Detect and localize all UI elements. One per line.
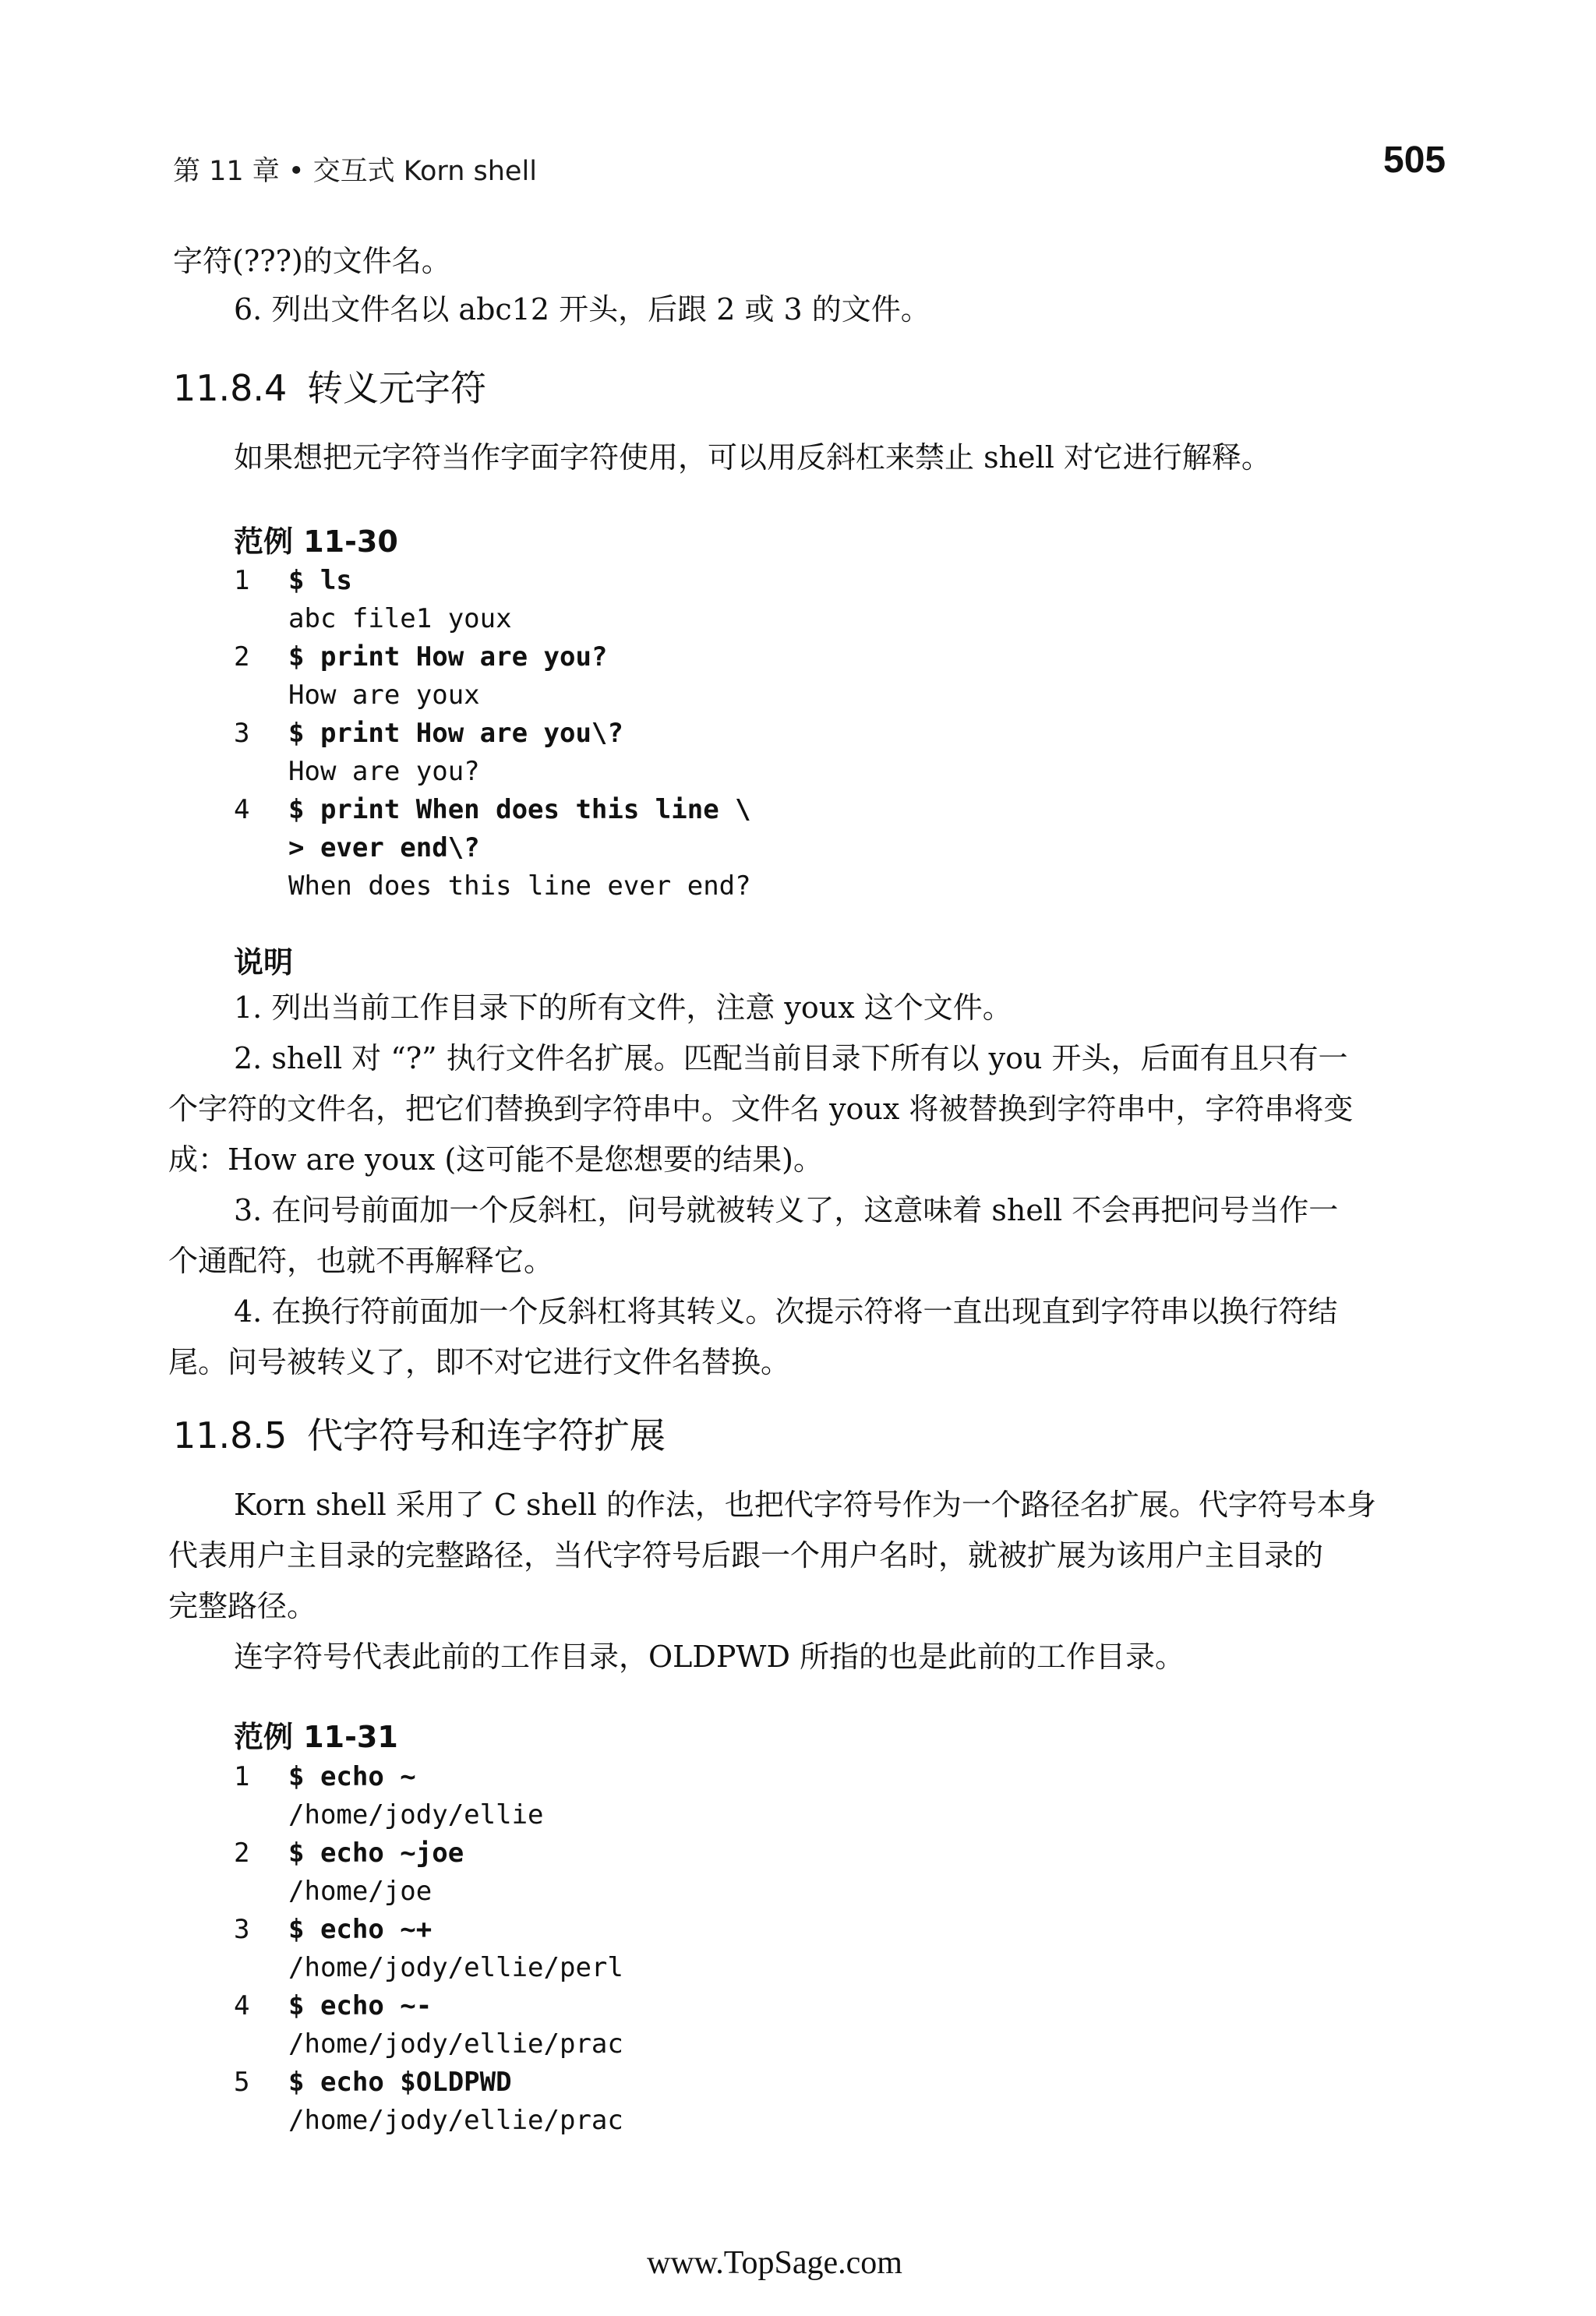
command-text: $ echo ~- [288,1990,433,2021]
note-line: 成：How are youx (这可能不是您想要的结果)。 [168,1142,823,1177]
command-text: $ print How are you\? [288,718,623,749]
command-text: $ print When does this line \ [288,794,751,825]
section-paragraph: 完整路径。 [168,1589,317,1623]
footer-url: www.TopSage.com [647,2245,902,2281]
note-line: 4. 在换行符前面加一个反斜杠将其转义。次提示符将一直出现直到字符串以换行符结 [234,1294,1338,1329]
page-number: 505 [1383,139,1446,181]
command-text: $ echo $OLDPWD [288,2067,512,2098]
note-line: 2. shell 对 “?” 执行文件名扩展。匹配当前目录下所有以 you 开头，后面有且只有一 [234,1041,1348,1075]
section-paragraph: 代表用户主目录的完整路径，当代字符号后跟一个用户名时，就被扩展为该用户主目录的 [168,1538,1324,1573]
output-text: When does this line ever end? [288,870,751,902]
command-text: $ echo ~joe [288,1838,464,1869]
section-paragraph: 如果想把元字符当作字面字符使用，可以用反斜杠来禁止 shell 对它进行解释。 [234,440,1271,475]
note-line: 1. 列出当前工作目录下的所有文件，注意 youx 这个文件。 [234,990,1012,1025]
intro-line: 6. 列出文件名以 abc12 开头，后跟 2 或 3 的文件。 [234,292,930,327]
line-number: 3 [234,1914,250,1945]
output-text: /home/jody/ellie [288,1799,544,1831]
line-number: 4 [234,794,250,825]
line-number: 1 [234,1761,250,1792]
command-text: > ever end\? [288,832,480,863]
output-text: /home/joe [288,1876,433,1907]
command-text: $ echo ~ [288,1761,416,1792]
section-heading-11-8-4 [173,360,486,411]
note-line: 尾。问号被转义了，即不对它进行文件名替换。 [168,1345,791,1379]
output-text: /home/jody/ellie/prac [288,2105,623,2136]
line-number: 5 [234,2067,250,2098]
output-text: How are youx [288,680,480,711]
line-number: 2 [234,1838,250,1869]
note-line: 3. 在问号前面加一个反斜杠，问号就被转义了，这意味着 shell 不会再把问号当作一 [234,1193,1339,1227]
note-line: 个字符的文件名，把它们替换到字符串中。文件名 youx 将被替换到字符串中，字符串将变 [168,1092,1354,1126]
section-paragraph: Korn shell 采用了 C shell 的作法，也把代字符号作为一个路径名扩展。代字符号本身 [234,1488,1376,1522]
section-number: 11.8.5 [173,1414,288,1456]
line-number: 1 [234,565,250,596]
example-title: 范例 11-30 [234,524,398,559]
note-line: 个通配符，也就不再解释它。 [168,1244,554,1278]
section-title: 代字符号和连字符扩展 [307,1414,666,1456]
command-text: $ print How are you? [288,641,608,673]
section-number: 11.8.4 [173,367,288,409]
line-number: 2 [234,641,250,673]
line-number: 4 [234,1990,250,2021]
output-text: How are you? [288,756,480,787]
running-header: 第 11 章 • 交互式 Korn shell [173,156,537,187]
section-heading-11-8-5 [173,1407,666,1459]
example-title: 范例 11-31 [234,1720,398,1754]
notes-heading: 说明 [234,944,294,980]
line-number: 3 [234,718,250,749]
output-text: /home/jody/ellie/perl [288,1952,623,1983]
section-paragraph: 连字符号代表此前的工作目录，OLDPWD 所指的也是此前的工作目录。 [234,1640,1185,1674]
output-text: abc file1 youx [288,603,512,634]
output-text: /home/jody/ellie/prac [288,2028,623,2060]
command-text: $ echo ~+ [288,1914,433,1945]
section-title: 转义元字符 [307,367,486,409]
intro-line: 字符(???)的文件名。 [173,244,451,278]
command-text: $ ls [288,565,352,596]
